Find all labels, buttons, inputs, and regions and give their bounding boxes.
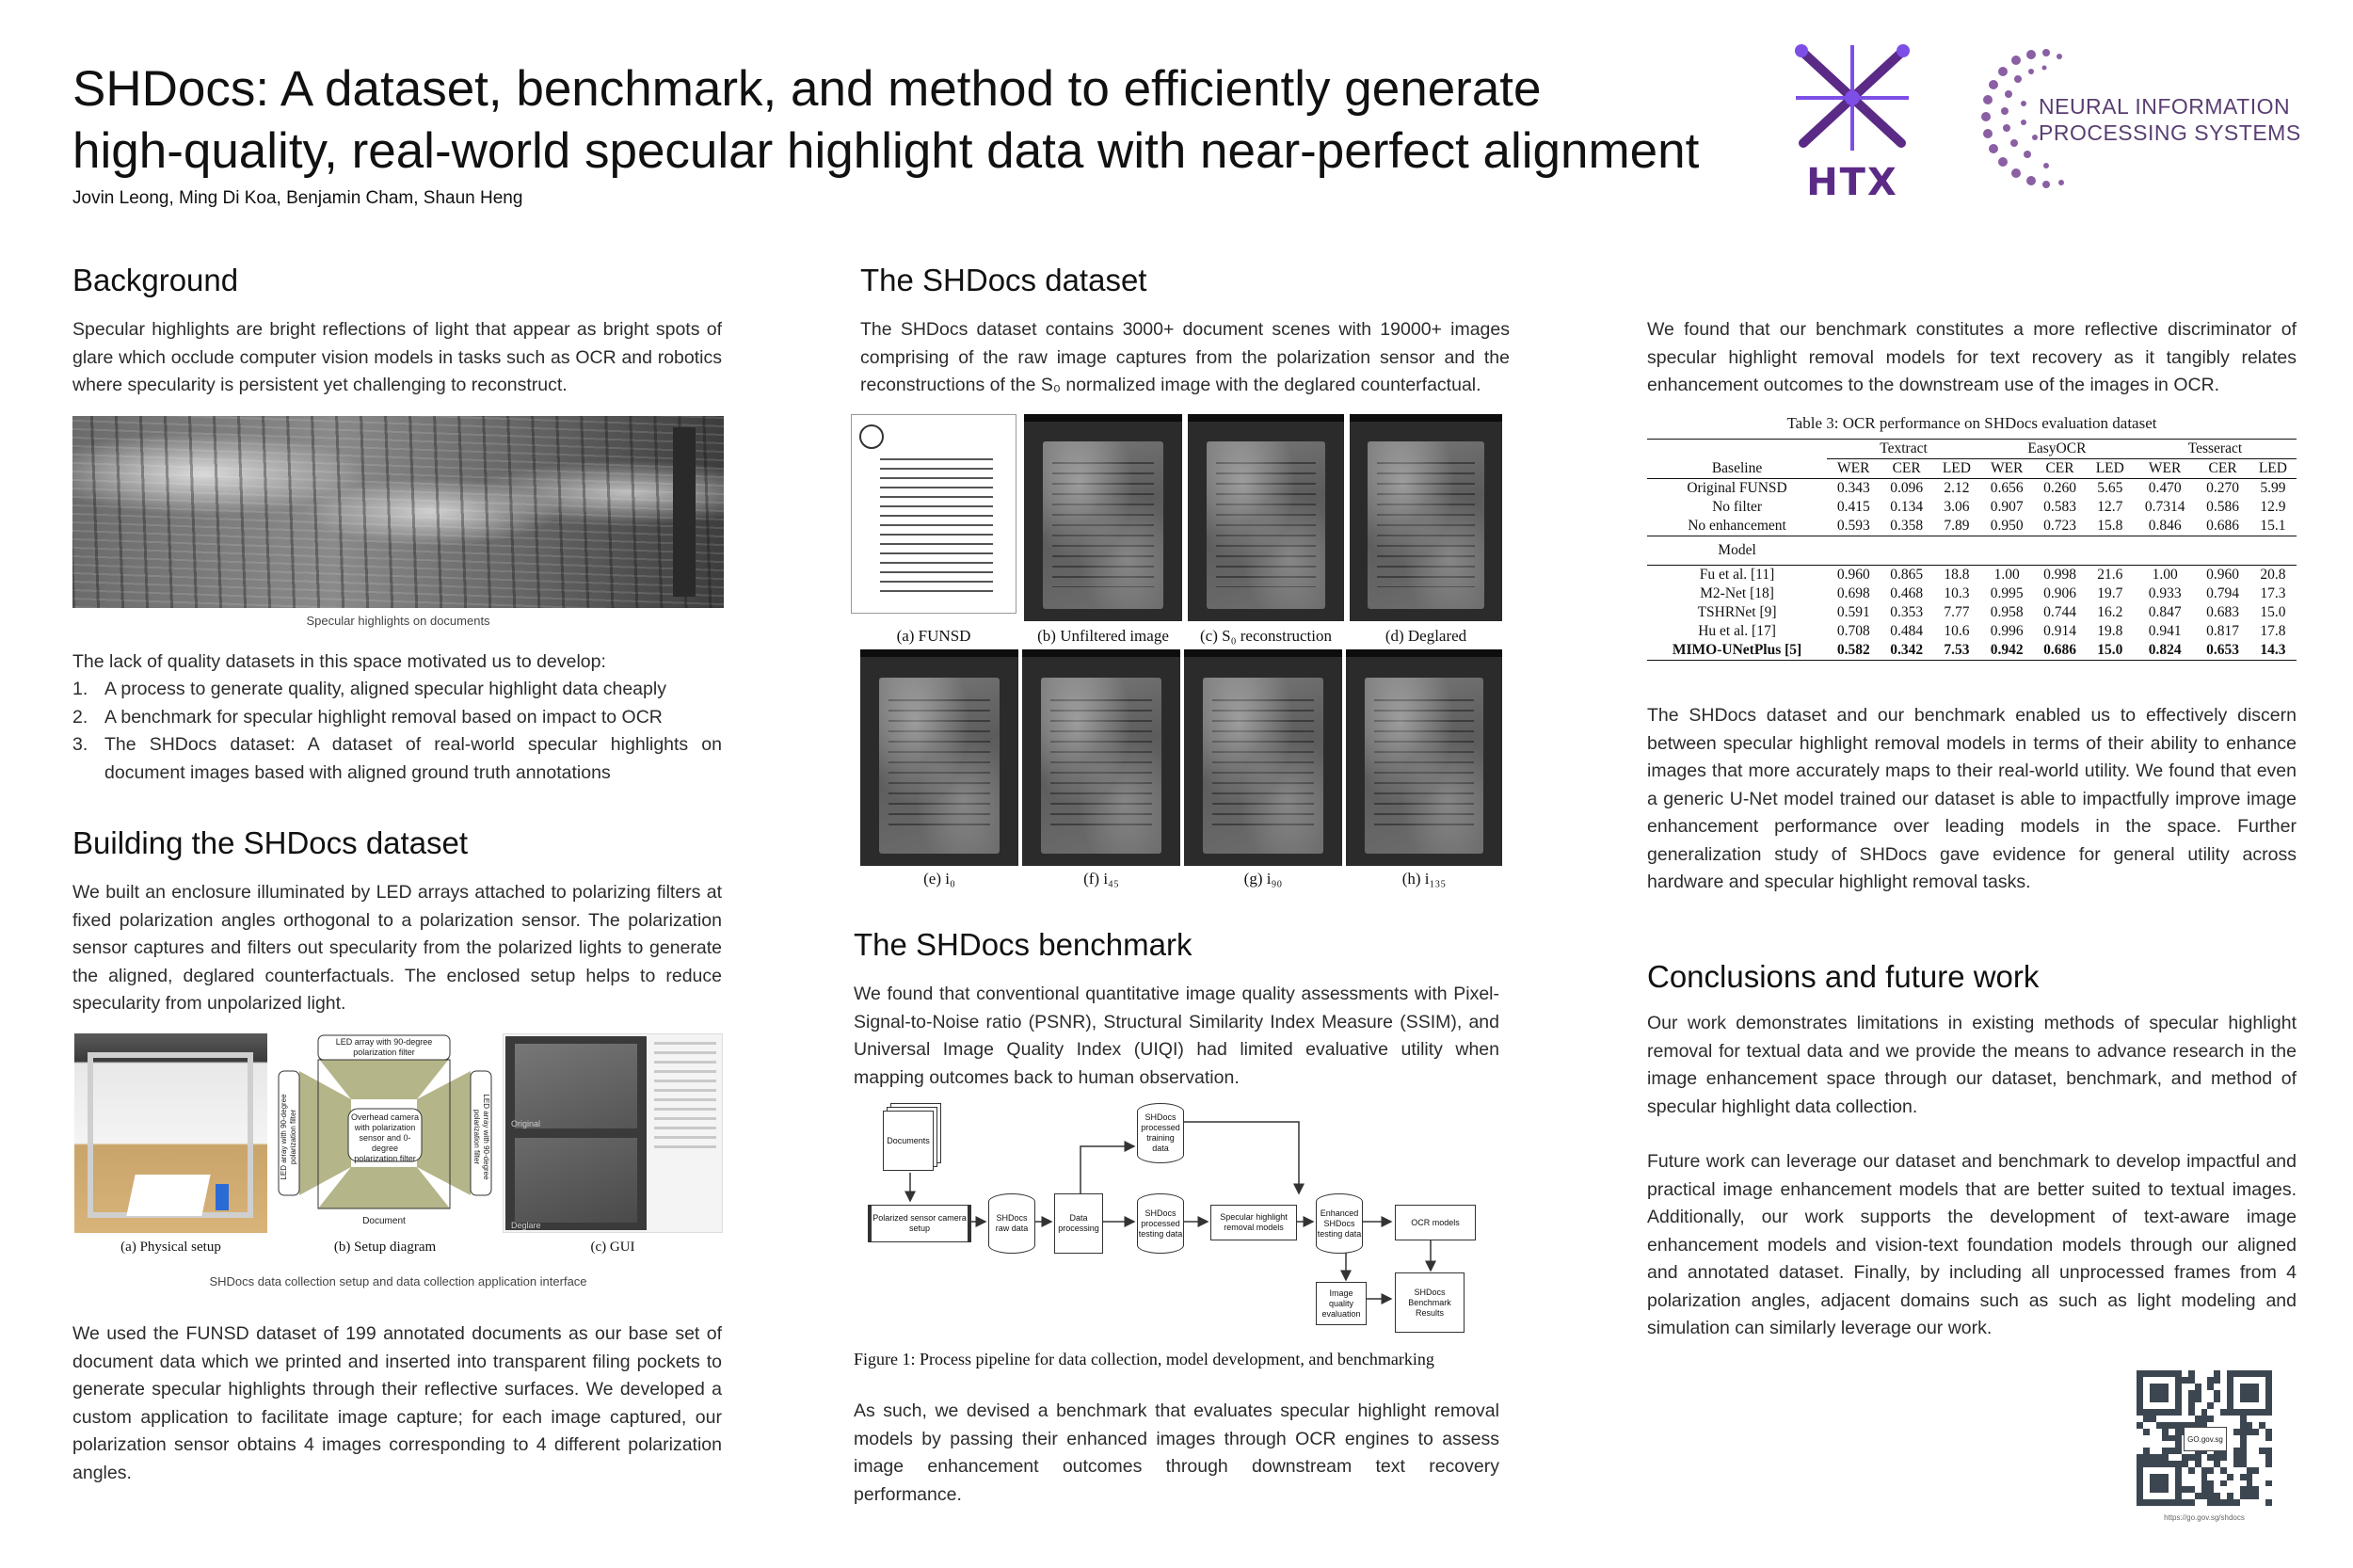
table-cell: 1.00	[2152, 567, 2178, 583]
table-cell: 0.353	[1890, 604, 1924, 620]
table-row	[1647, 641, 2297, 661]
table-model-header	[1647, 536, 2297, 566]
table-cell	[2134, 536, 2197, 566]
table-row	[1647, 584, 2297, 603]
table-cell	[1880, 536, 1932, 566]
table-row	[1647, 603, 2297, 622]
table-cell: 12.9	[2260, 499, 2286, 515]
table-cell: LED	[2249, 459, 2297, 479]
dataset-label-f: (f) i₄₅	[1083, 870, 1119, 888]
table-cell: WER	[1827, 459, 1880, 479]
ocr-table	[1647, 414, 2297, 661]
building-paragraph-2: We used the FUNSD dataset of 199 annotated documents as our base set of document data which we printed and inserted into transparent filing pockets to generate specular highlights through their reflective surfaces. We developed a custom application to facilitate image capture; for each image captured, our polarization sensor obtains 4 images corresponding to 4 different polarization angles.	[72, 1323, 722, 1483]
table-cell: Model	[1647, 536, 1827, 566]
table-cell: 17.3	[2260, 585, 2286, 601]
table-cell: 0.134	[1890, 499, 1924, 515]
pipeline-training-data: SHDocs processed training data	[1137, 1103, 1184, 1163]
i45-thumbnail	[1022, 649, 1180, 866]
table-cell: LED	[1933, 459, 1980, 479]
fig-c-label: (c) GUI	[590, 1240, 635, 1255]
table-cell: 0.865	[1890, 567, 1924, 583]
pipeline-processing: Data processing	[1054, 1193, 1103, 1254]
dataset-label-e: (e) i₀	[923, 870, 955, 888]
table-cell: 0.656	[1990, 480, 2024, 496]
pipeline-testing-data: SHDocs processed testing data	[1137, 1193, 1184, 1254]
table-cell: 0.484	[1890, 623, 1924, 639]
table-cell: 0.096	[1890, 480, 1924, 496]
table-cell: 0.998	[2043, 567, 2076, 583]
table-cell: 0.941	[2148, 623, 2182, 639]
table-cell: Original FUNSD	[1687, 480, 1787, 496]
table-cell: 0.698	[1836, 585, 1870, 601]
table-cell: 0.907	[1990, 499, 2024, 515]
table-cell: 0.960	[1836, 567, 1870, 583]
table-cell: No enhancement	[1647, 517, 1827, 536]
specular-highlights-caption: Specular highlights on documents	[306, 614, 490, 628]
table-cell: WER	[1980, 459, 2033, 479]
fig-a-label: (a) Physical setup	[120, 1240, 221, 1255]
benchmark-heading: The SHDocs benchmark	[854, 927, 1193, 962]
table-cell	[1980, 536, 2033, 566]
benchmark-paragraph-1: We found that conventional quantitative image quality assessments with Pixel-Signal-to-Noise ratio (PSNR), Structural Similarity Index Measure (SSIM), and Universal Image Quality Index (UIQI) had limited evaluative utility when mapping outcomes back to human observation.	[854, 984, 1499, 1088]
table-cell: 0.824	[2134, 641, 2197, 661]
gui-deglare-label: Deglare	[511, 1221, 541, 1230]
table-cell: M2-Net [18]	[1700, 585, 1774, 601]
table-cell: 0.996	[1990, 623, 2024, 639]
ocr-table-grid	[1647, 439, 2297, 661]
table-cell: MIMO-UNetPlus [5]	[1647, 641, 1827, 661]
dataset-label-h: (h) i₁₃₅	[1401, 870, 1447, 888]
table-cell: 0.817	[2206, 623, 2240, 639]
table-cell: 15.0	[2087, 641, 2134, 661]
table-cell: 0.591	[1836, 604, 1870, 620]
table-cell: 19.7	[2097, 585, 2123, 601]
table-cell: 0.950	[1980, 517, 2033, 536]
table-cell: 15.0	[2260, 604, 2286, 620]
table-cell: 0.995	[1990, 585, 2024, 601]
neurips-wordmark-line-2: PROCESSING SYSTEMS	[2039, 120, 2301, 145]
specular-highlights-image	[72, 416, 724, 608]
i0-thumbnail	[860, 649, 1018, 866]
table-cell: 0.958	[1990, 604, 2024, 620]
table-cell: 5.65	[2097, 480, 2123, 496]
table-cell	[2087, 536, 2134, 566]
table-cell: Fu et al. [11]	[1699, 567, 1775, 583]
table-cell	[1647, 440, 1827, 459]
diagram-bottom-label: Document	[362, 1216, 406, 1226]
table-cell: 0.582	[1827, 641, 1880, 661]
table-group-header	[1647, 440, 2297, 459]
i90-thumbnail	[1184, 649, 1342, 866]
table-cell: 0.846	[2134, 517, 2197, 536]
motivation-text: The lack of quality datasets in this space motivated us to develop:	[72, 651, 606, 672]
gui-original-label: Original	[511, 1119, 541, 1128]
background-paragraph: Specular highlights are bright reflections of light that appear as bright spots of glare which occlude computer vision models in tasks such as OCR and robotics where specularity is persistent yet challenging to reconstruct.	[72, 319, 722, 395]
table-cell: 0.794	[2206, 585, 2240, 601]
qr-code[interactable]	[2137, 1370, 2272, 1506]
table-cell	[1827, 536, 1880, 566]
table-cell: 1.00	[1993, 567, 2020, 583]
table-cell: EasyOCR	[1980, 440, 2134, 459]
table-cell: 2.12	[1944, 480, 1970, 496]
table-cell: 20.8	[2260, 567, 2286, 583]
list-item: 3. The SHDocs dataset: A dataset of real-world specular highlights on document images based with aligned ground truth annotations	[72, 734, 722, 783]
contribution-list	[72, 676, 722, 787]
table-cell: 15.1	[2249, 517, 2297, 536]
diagram-center-label: Overhead camera with polarization sensor and 0-degree polarization filter	[350, 1112, 420, 1163]
pipeline-models: Specular highlight removal models	[1210, 1205, 1297, 1240]
table-cell: 12.7	[2097, 499, 2123, 515]
dataset-label-d: (d) Deglared	[1385, 627, 1467, 645]
benchmark-paragraph-2: As such, we devised a benchmark that evaluates specular highlight removal models by passing their enhanced images through OCR engines to assess image enhancement outcomes through downstream text recovery performance.	[854, 1400, 1499, 1505]
table-cell: 0.960	[2206, 567, 2240, 583]
setup-diagram	[271, 1033, 499, 1233]
qr-url[interactable]: https://go.gov.sg/shdocs	[2164, 1513, 2245, 1522]
table-cell: 14.3	[2249, 641, 2297, 661]
table-cell: 5.99	[2260, 480, 2286, 496]
table-cell: 0.343	[1836, 480, 1870, 496]
table-cell: 7.53	[1933, 641, 1980, 661]
table-cell: 21.6	[2097, 567, 2123, 583]
list-item: 2. A benchmark for specular highlight removal based on impact to OCR	[72, 706, 663, 728]
pipeline-sensor: Polarized sensor camera setup	[868, 1205, 971, 1242]
table-cell: 0.686	[2033, 641, 2086, 661]
htx-logo	[1786, 40, 1918, 204]
htx-x-mark-icon	[1786, 40, 1918, 152]
poster-title	[72, 58, 1748, 183]
pipeline-documents: Documents	[883, 1111, 934, 1171]
authors: Jovin Leong, Ming Di Koa, Benjamin Cham, Shaun Heng	[72, 188, 523, 208]
table-cell: 7.77	[1944, 604, 1970, 620]
gui-screenshot	[503, 1033, 723, 1233]
pipeline-enhanced-data: Enhanced SHDocs testing data	[1316, 1193, 1363, 1254]
title-line-2: high-quality, real-world specular highlight data with near-perfect alignment	[72, 123, 1700, 179]
table-cell: 10.3	[1944, 585, 1970, 601]
dataset-label-a: (a) FUNSD	[896, 627, 971, 645]
table-cell: CER	[1880, 459, 1932, 479]
neurips-logo	[1975, 45, 2313, 196]
s0-reconstruction-thumbnail	[1188, 414, 1344, 621]
building-heading: Building the SHDocs dataset	[72, 825, 469, 860]
table-cell: 0.914	[2043, 623, 2076, 639]
table-cell: No filter	[1712, 499, 1763, 515]
table-cell: 0.708	[1836, 623, 1870, 639]
dataset-label-b: (b) Unfiltered image	[1037, 627, 1169, 645]
table-cell: 0.593	[1827, 517, 1880, 536]
table-cell: 0.847	[2148, 604, 2182, 620]
pipeline-results: SHDocs Benchmark Results	[1395, 1272, 1465, 1333]
table-row	[1647, 566, 2297, 585]
setup-figure-caption: SHDocs data collection setup and data collection application interface	[209, 1274, 587, 1288]
table-cell: 0.686	[2196, 517, 2249, 536]
table-cell: 0.723	[2033, 517, 2086, 536]
diagram-top-label: LED array with 90-degree polarization filter	[335, 1037, 433, 1057]
building-paragraph-1: We built an enclosure illuminated by LED arrays attached to polarizing filters at fixed polarization angles orthogonal to a polarization sensor. The polarization sensor captures and filters out specularity from the polarized lights to generate the aligned, deglared counterfactuals. The enclosed setup helps to reduce specularity from unpolarized light.	[72, 882, 722, 1014]
conclusions-paragraph-2: Future work can leverage our dataset and benchmark to develop impactful and practical image enhancement models that are better suited to textual images. Additionally, our work supports the development of text-aware image enhancement models and vision-text foundation models through our aligned and annotated dataset. Finally, by including all unprocessed frames from 4 polarization angles, adjacent domains such as such as light modeling and simulation can similarly leverage our work.	[1647, 1151, 2297, 1338]
table-cell: 0.683	[2206, 604, 2240, 620]
table-cell: 0.583	[2043, 499, 2076, 515]
table-cell: 0.468	[1890, 585, 1924, 601]
table-cell: CER	[2196, 459, 2249, 479]
physical-setup-photo	[74, 1033, 267, 1233]
neurips-wordmark-line-1: NEURAL INFORMATION	[2039, 94, 2291, 119]
table-cell: 0.933	[2148, 585, 2182, 601]
list-item: 1. A process to generate quality, aligned specular highlight data cheaply	[72, 679, 666, 699]
table-cell: 0.270	[2206, 480, 2240, 496]
conclusions-heading: Conclusions and future work	[1647, 959, 2040, 994]
table-cell: 0.415	[1836, 499, 1870, 515]
table-cell: WER	[2134, 459, 2197, 479]
table-row	[1647, 517, 2297, 536]
table-cell: Baseline	[1647, 459, 1827, 479]
conclusions-paragraph-1: Our work demonstrates limitations in existing methods of specular highlight removal for textual data and we provide the means to advance research in the image enhancement space through our dataset, benchmark, and method of specular highlight data collection.	[1647, 1013, 2297, 1117]
table-cell: CER	[2033, 459, 2086, 479]
i135-thumbnail	[1346, 649, 1502, 866]
table-cell: 7.89	[1933, 517, 1980, 536]
funsd-thumbnail	[851, 414, 1016, 614]
dataset-heading: The SHDocs dataset	[860, 263, 1147, 297]
dataset-paragraph: The SHDocs dataset contains 3000+ document scenes with 19000+ images comprising of the raw image captures from the polarization sensor and the reconstructions of the S₀ normalized image with the deglared counterfactual.	[860, 319, 1510, 395]
dataset-benefits-paragraph: The SHDocs dataset and our benchmark enabled us to effectively discern between specular highlight removal models in terms of their ability to enhance images that more accurately maps to their real-world utility. We found that even a generic U-Net model trained our dataset is able to impactfully improve image enhancement performance over leading models in the space. Further generalization study of SHDocs gave evidence for general utility across hardware and specular highlight removal tasks.	[1647, 705, 2297, 892]
qr-badge: GO.gov.sg	[2184, 1427, 2227, 1451]
table-cell: 10.6	[1944, 623, 1970, 639]
table-cell	[2033, 536, 2086, 566]
pipeline-figure-caption: Figure 1: Process pipeline for data collection, model development, and benchmarking	[854, 1350, 1434, 1368]
table-cell: 0.260	[2043, 480, 2076, 496]
unfiltered-thumbnail	[1024, 414, 1182, 621]
table-cell: Textract	[1827, 440, 1980, 459]
table-cell: 0.942	[1980, 641, 2033, 661]
table-cell: 0.586	[2206, 499, 2240, 515]
diagram-right-label: LED array with 90-degree polarization filter	[472, 1094, 490, 1180]
table-cell: TSHRNet [9]	[1697, 604, 1777, 620]
dataset-label-g: (g) i₉₀	[1243, 870, 1283, 888]
table-cell: 17.8	[2260, 623, 2286, 639]
table-cell: 19.8	[2097, 623, 2123, 639]
table-cell: 3.06	[1944, 499, 1970, 515]
table-row	[1647, 498, 2297, 517]
deglared-thumbnail	[1350, 414, 1502, 621]
diagram-left-label: LED array with 90-degree polarization filter	[280, 1094, 297, 1180]
table-cell: 0.470	[2148, 480, 2182, 496]
background-heading: Background	[72, 263, 239, 297]
pipeline-ocr: OCR models	[1395, 1205, 1476, 1240]
table-cell: 0.906	[2043, 585, 2076, 601]
table-cell: Tesseract	[2134, 440, 2297, 459]
table-cell	[2196, 536, 2249, 566]
htx-wordmark: HTX	[1806, 161, 1898, 204]
table-metric-header	[1647, 459, 2297, 479]
table-row	[1647, 479, 2297, 499]
pipeline-iqe: Image quality evaluation	[1316, 1282, 1367, 1325]
pipeline-raw-data: SHDocs raw data	[988, 1193, 1035, 1254]
table-cell: 0.744	[2043, 604, 2076, 620]
title-line-1: SHDocs: A dataset, benchmark, and method to efficiently generate	[72, 61, 1542, 117]
table-cell: 15.8	[2087, 517, 2134, 536]
table-cell: 0.7314	[2144, 499, 2185, 515]
table-cell: 18.8	[1944, 567, 1970, 583]
table-cell: 16.2	[2097, 604, 2123, 620]
table-cell: LED	[2087, 459, 2134, 479]
table-cell: 0.653	[2196, 641, 2249, 661]
table-cell: 0.358	[1880, 517, 1932, 536]
table-cell	[1933, 536, 1980, 566]
pipeline-diagram	[866, 1101, 1487, 1346]
table-cell: 0.342	[1880, 641, 1932, 661]
dataset-label-c: (c) S₀ reconstruction	[1200, 627, 1332, 645]
fig-b-label: (b) Setup diagram	[333, 1240, 437, 1255]
table-cell: Hu et al. [17]	[1698, 623, 1776, 639]
table-row	[1647, 622, 2297, 641]
ocr-table-caption: Table 3: OCR performance on SHDocs evaluation dataset	[1786, 414, 2157, 432]
benchmark-discriminator-paragraph: We found that our benchmark constitutes a more reflective discriminator of specular highlight removal models for text recovery as it tangibly relates enhancement outcomes to the downstream use of the images in OCR.	[1647, 319, 2297, 395]
table-cell	[2249, 536, 2297, 566]
